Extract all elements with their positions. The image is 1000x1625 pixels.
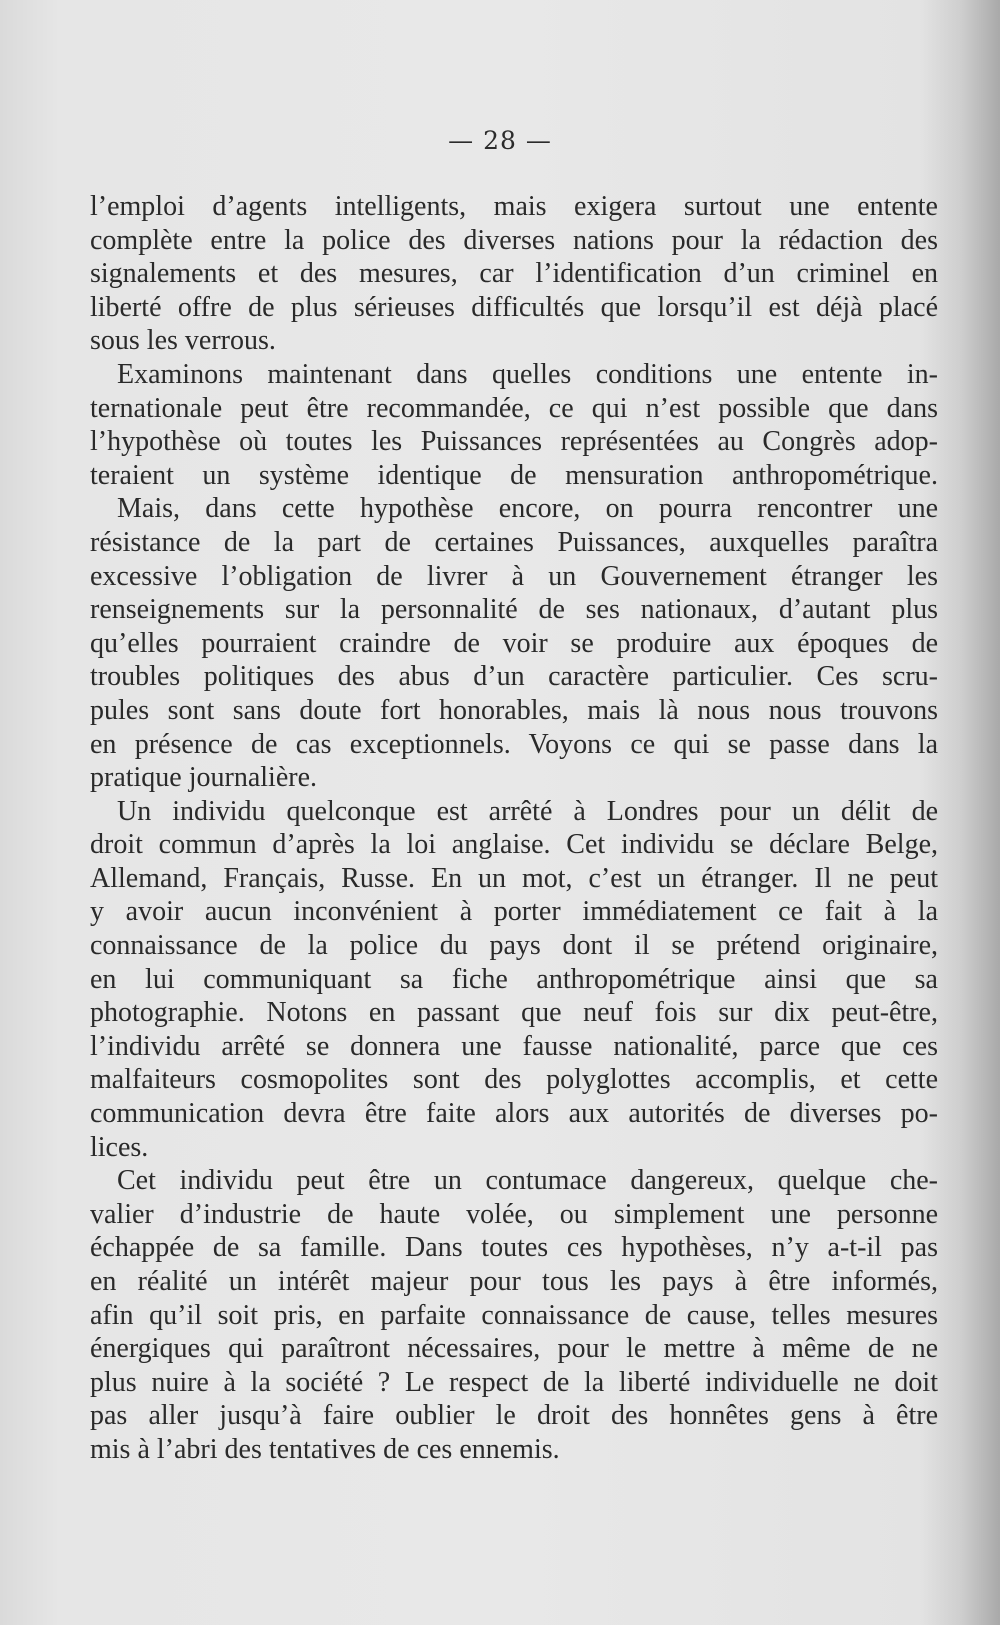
text-line: complète entre la police des diverses nations pour la rédaction des (90, 224, 938, 256)
text-line: énergiques qui paraîtront nécessaires, pour le mettre à même de ne (90, 1333, 938, 1365)
text-line: pratique journalière. (90, 762, 318, 794)
text-line: photographie. Notons en passant que neuf fois sur dix peut-être, (90, 997, 938, 1029)
text-line: afin qu’il soit pris, en parfaite connaissance de cause, telles mesures (90, 1299, 938, 1331)
text-line: renseignements sur la personnalité de ses nationaux, d’autant plus (90, 594, 938, 626)
text-line: échappée de sa famille. Dans toutes ces hypothèses, n’y a-t-il pas (90, 1232, 938, 1264)
text-line: mis à l’abri des tentatives de ces ennemis. (90, 1433, 560, 1465)
paragraph-2 (90, 358, 938, 492)
text-line: Un individu quelconque est arrêté à Londres pour un délit de (117, 795, 938, 827)
text-line: connaissance de la police du pays dont il se prétend originaire, (90, 930, 938, 962)
paragraph-3 (90, 492, 938, 794)
text-line: valier d’industrie de haute volée, ou simplement une personne (90, 1198, 938, 1230)
text-line: liberté offre de plus sérieuses difficultés que lorsqu’il est déjà placé (90, 291, 938, 323)
text-line: l’individu arrêté se donnera une fausse nationalité, parce que ces (90, 1030, 938, 1062)
text-line: Mais, dans cette hypothèse encore, on pourra rencontrer une (117, 493, 938, 525)
text-line: sous les verrous. (90, 325, 276, 357)
text-line: pas aller jusqu’à faire oublier le droit des honnêtes gens à être (90, 1400, 938, 1432)
text-line: en réalité un intérêt majeur pour tous les pays à être informés, (90, 1266, 938, 1297)
text-line: teraient un système identique de mensuration anthropométrique. (90, 459, 938, 491)
text-line: plus nuire à la société ? Le respect de la liberté individuelle ne doit (90, 1366, 938, 1398)
text-line: en présence de cas exceptionnels. Voyons ce qui se passe dans la (90, 728, 938, 760)
paragraph-1 (90, 190, 938, 358)
text-line: l’hypothèse où toutes les Puissances représentées au Congrès adop- (90, 426, 938, 458)
text-line: lices. (90, 1131, 149, 1163)
body-text (90, 190, 938, 1467)
text-line: ternationale peut être recommandée, ce qui n’est possible que dans (90, 392, 938, 424)
text-line: en lui communiquant sa fiche anthropométrique ainsi que sa (90, 963, 938, 995)
text-line: malfaiteurs cosmopolites sont des polyglottes accomplis, et cette (90, 1064, 938, 1096)
text-line: excessive l’obligation de livrer à un Gouvernement étranger les (90, 560, 938, 592)
text-line: résistance de la part de certaines Puissances, auxquelles paraîtra (90, 526, 938, 558)
text-line: l’emploi d’agents intelligents, mais exigera surtout une entente (90, 191, 938, 222)
page-number: — 28 — (448, 126, 552, 155)
text-line: troubles politiques des abus d’un caractère particulier. Ces scru- (90, 661, 938, 693)
text-line: qu’elles pourraient craindre de voir se produire aux époques de (90, 627, 938, 659)
text-line: pules sont sans doute fort honorables, mais là nous nous trouvons (90, 694, 938, 726)
text-line: y avoir aucun inconvénient à porter immédiatement ce fait à la (90, 896, 938, 928)
paragraph-4 (90, 795, 938, 1165)
text-line: Cet individu peut être un contumace dangereux, quelque che- (117, 1165, 938, 1197)
text-line: Examinons maintenant dans quelles conditions une entente in- (117, 358, 938, 390)
text-line: Allemand, Français, Russe. En un mot, c’est un étranger. Il ne peut (90, 862, 938, 894)
text-line: communication devra être faite alors aux autorités de diverses po- (90, 1098, 938, 1130)
text-line: signalements et des mesures, car l’identification d’un criminel en (90, 258, 938, 290)
text-line: droit commun d’après la loi anglaise. Cet individu se déclare Belge, (90, 829, 938, 861)
paragraph-5 (90, 1164, 938, 1466)
